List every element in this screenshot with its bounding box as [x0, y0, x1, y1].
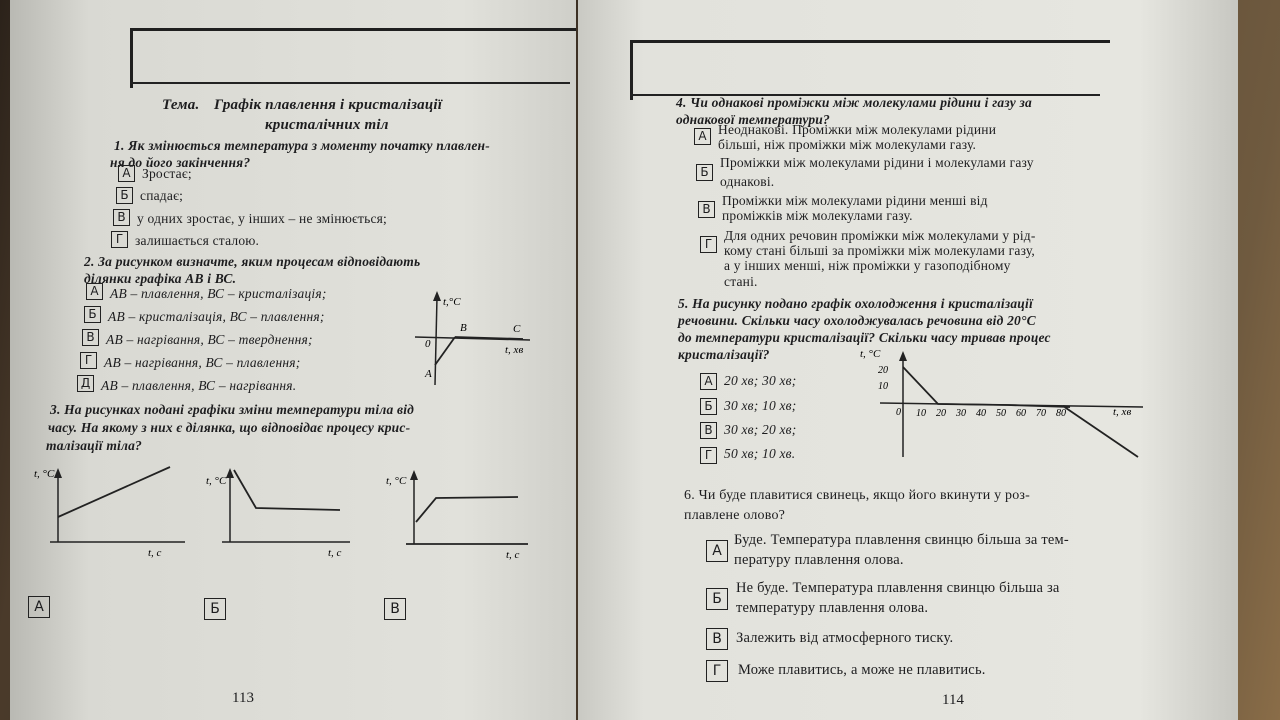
answer-box[interactable]: А: [694, 128, 711, 145]
option-text-line1: Проміжки між молекулами рідини і молекулами газу: [720, 155, 1034, 170]
option-text-line4: стані.: [724, 274, 758, 289]
q3-text-line2: часу. На якому з них є ділянка, що відповідає процесу крис-: [48, 420, 411, 435]
answer-box[interactable]: В: [82, 329, 99, 346]
x-tick: 50: [996, 408, 1006, 419]
answer-box[interactable]: В: [113, 209, 130, 226]
point-b-label: B: [460, 322, 467, 334]
answer-box[interactable]: Г: [111, 231, 128, 248]
x-tick: 60: [1016, 408, 1026, 419]
q5-text-line3: до температури кристалізації? Скільки часу тривав процес: [678, 330, 1051, 345]
option-text-line2: проміжків між молекулами газу.: [722, 208, 913, 223]
x-tick: 40: [976, 408, 986, 419]
option-text: 30 хв; 20 хв;: [724, 422, 797, 437]
q3-text-line3: талізації тіла?: [46, 438, 143, 453]
option-text-line1: Може плавитись, а може не плавитись.: [738, 662, 986, 678]
option-text-line2: кому стані більші за проміжки між молекулами газу,: [724, 243, 1036, 258]
left-page: [10, 0, 576, 720]
option-text: АВ – плавлення, ВС – нагрівання.: [101, 378, 297, 393]
x-tick: 10: [916, 408, 926, 419]
y-tick-20: 20: [878, 365, 888, 376]
q3-answer-box-b[interactable]: Б: [204, 598, 226, 620]
q3-graph-a: [30, 462, 190, 562]
x-tick: 20: [936, 408, 946, 419]
answer-box[interactable]: А: [706, 540, 728, 562]
option-text: у одних зростає, у інших – не змінюється;: [137, 211, 388, 226]
option-text-line1: Проміжки між молекулами рідини менші від: [722, 193, 988, 208]
option-text-line2: температуру плавлення олова.: [736, 600, 929, 616]
q4-text-line1: 4. Чи однакові проміжки між молекулами рідини і газу за: [676, 95, 1032, 110]
graph-ylabel: t, °C: [34, 468, 55, 480]
graph-xlabel: t, хв: [1113, 406, 1132, 418]
option-text: 20 хв; 30 хв;: [724, 373, 797, 388]
option-text: 50 хв; 10 хв.: [724, 446, 796, 461]
q6-text-line2: плавлене олово?: [684, 508, 786, 523]
answer-box[interactable]: Г: [80, 352, 97, 369]
page-border-left: [630, 40, 633, 100]
answer-box[interactable]: А: [700, 373, 717, 390]
option-text-line3: а у інших менші, ніж проміжки у газоподібному: [724, 258, 1011, 273]
q2-text-line1: 2. За рисунком визначте, яким процесам відповідають: [84, 254, 421, 269]
x-tick: 70: [1036, 408, 1046, 419]
q3-graph-c: [378, 464, 538, 564]
option-text-line1: Залежить від атмосферного тиску.: [736, 630, 954, 646]
answer-box[interactable]: Б: [696, 164, 713, 181]
graph-xlabel: t, c: [506, 549, 520, 561]
graph-ylabel: t, °C: [860, 348, 881, 360]
option-text: залишається сталою.: [135, 233, 260, 248]
answer-box[interactable]: Г: [700, 447, 717, 464]
page-border-top: [630, 40, 1110, 43]
answer-box[interactable]: Б: [700, 398, 717, 415]
topic-title-line2: кристалічних тіл: [265, 117, 389, 133]
option-text: спадає;: [140, 188, 184, 203]
q2-text-line2: ділянки графіка АВ і ВС.: [84, 271, 237, 286]
point-a-label: А: [425, 368, 432, 380]
point-c-label: C: [513, 323, 521, 335]
answer-box[interactable]: В: [698, 201, 715, 218]
q1-text-line2: ня до його закінчення?: [110, 155, 251, 170]
q3-answer-box-a[interactable]: А: [28, 596, 50, 618]
answer-box[interactable]: А: [86, 283, 103, 300]
option-text-line2: однакові.: [720, 174, 775, 189]
option-text-line1: Неоднакові. Проміжки між молекулами рідини: [718, 122, 997, 137]
graph-ylabel: t,°C: [443, 296, 461, 308]
option-text: АВ – нагрівання, ВС – тверднення;: [106, 332, 313, 347]
q5-graph: [858, 345, 1158, 465]
page-number: 114: [942, 692, 964, 708]
graph-xlabel: t, хв: [505, 344, 524, 356]
topic-label: Тема.: [162, 97, 200, 113]
page-number: 113: [232, 690, 254, 706]
q2-graph: [405, 285, 540, 395]
graph-ylabel: t, °C: [386, 475, 407, 487]
option-text: АВ – нагрівання, ВС – плавлення;: [104, 355, 301, 370]
q3-graph-b: [200, 462, 360, 562]
right-page: [578, 0, 1238, 720]
answer-box[interactable]: Г: [700, 236, 717, 253]
answer-box[interactable]: Б: [84, 306, 101, 323]
q3-text-line1: 3. На рисунках подані графіки зміни температури тіла від: [50, 402, 415, 417]
page-border-left: [130, 28, 133, 88]
option-text: 30 хв; 10 хв;: [724, 398, 797, 413]
q5-text-line1: 5. На рисунку подано графік охолодження і кристалізації: [678, 296, 1033, 311]
q6-text-line1: 6. Чи буде плавитися свинець, якщо його вкинути у роз-: [684, 488, 1031, 503]
option-text-line1: Буде. Температура плавлення свинцю більша за тем-: [734, 532, 1069, 548]
answer-box[interactable]: Д: [77, 375, 94, 392]
option-text: Зростає;: [142, 166, 192, 181]
option-text-line2: пературу плавлення олова.: [734, 552, 904, 568]
graph-origin: 0: [896, 407, 901, 418]
option-text: АВ – кристалізація, ВС – плавлення;: [108, 309, 325, 324]
graph-xlabel: t, c: [148, 547, 162, 559]
answer-box[interactable]: Б: [706, 588, 728, 610]
header-rule: [130, 82, 570, 84]
answer-box[interactable]: В: [700, 422, 717, 439]
q1-text-line1: 1. Як змінюється температура з моменту початку плавлен-: [114, 138, 490, 153]
page-border-top: [130, 28, 576, 31]
graph-xlabel: t, c: [328, 547, 342, 559]
q5-text-line2: речовини. Скільки часу охолоджувалась речовина від 20°С: [678, 313, 1036, 328]
answer-box[interactable]: Г: [706, 660, 728, 682]
graph-ylabel: t, °C: [206, 475, 227, 487]
option-text-line1: Не буде. Температура плавлення свинцю більша за: [736, 580, 1060, 596]
graph-origin: 0: [425, 338, 431, 350]
q5-text-line4: кристалізації?: [678, 347, 770, 362]
option-text: АВ – плавлення, ВС – кристалізація;: [110, 286, 327, 301]
answer-box[interactable]: Б: [116, 187, 133, 204]
x-tick: 30: [956, 408, 966, 419]
x-tick: 80: [1056, 408, 1066, 419]
answer-box[interactable]: А: [118, 165, 135, 182]
option-text-line2: більші, ніж проміжки між молекулами газу.: [718, 137, 977, 152]
answer-box[interactable]: В: [706, 628, 728, 650]
option-text-line1: Для одних речовин проміжки між молекулами у рід-: [724, 228, 1036, 243]
q4-text-line2: однакової температури?: [676, 112, 830, 127]
q3-answer-box-c[interactable]: В: [384, 598, 406, 620]
y-tick-10: 10: [878, 381, 888, 392]
topic-title-line1: Графік плавлення і кристалізації: [214, 97, 443, 113]
